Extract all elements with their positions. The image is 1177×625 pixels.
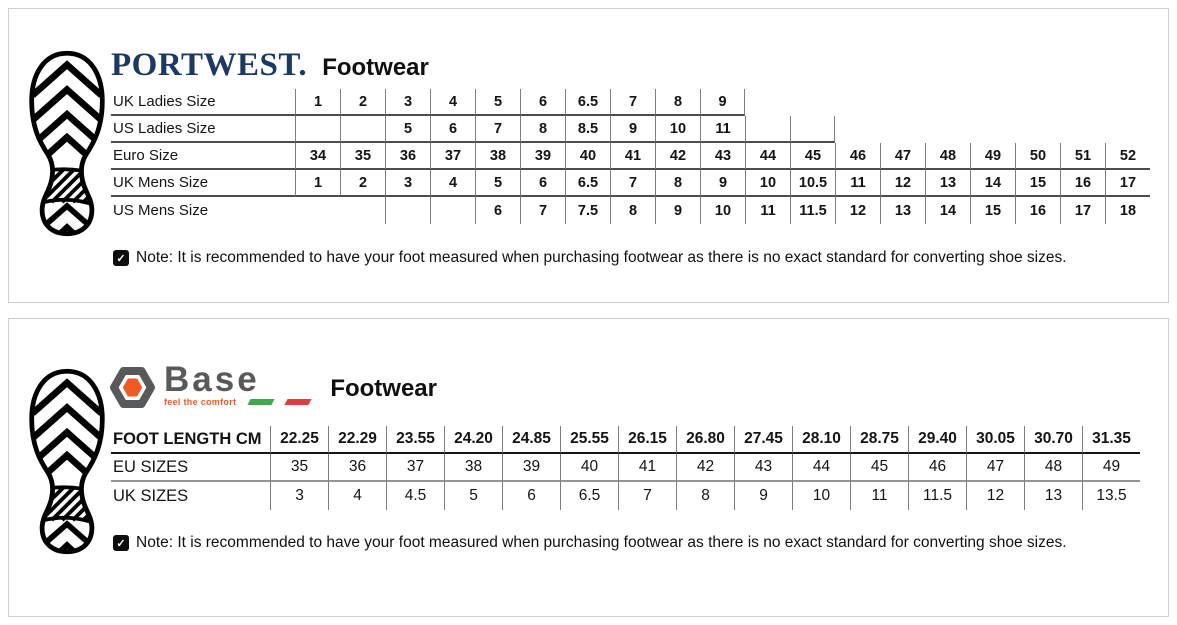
size-cell: 6.5 [565,170,610,197]
empty-cell [1105,89,1150,116]
size-cell: 3 [385,89,430,116]
size-cell: 3 [270,482,328,510]
size-cell [385,197,430,224]
size-cell [430,197,475,224]
size-cell: 10 [792,482,850,510]
size-cell: 51 [1060,143,1105,170]
product-title: Footwear [322,54,429,81]
row-label: UK SIZES [113,486,189,505]
size-cell: 23.55 [386,426,444,454]
size-cell: 29.40 [908,426,966,454]
size-cell: 11.5 [790,197,835,224]
row-label: FOOT LENGTH CM [111,426,270,454]
size-cell: 17 [1105,170,1150,197]
empty-cell [745,89,790,116]
size-cell: 8 [610,197,655,224]
empty-cell [295,197,340,224]
row-label: US Mens Size [113,202,209,219]
size-cell: 1 [295,170,340,197]
size-cell: 49 [1082,454,1140,482]
empty-cell [1015,116,1060,143]
size-cell: 2 [340,89,385,116]
size-cell: 16 [1015,197,1060,224]
size-cell: 5 [385,116,430,143]
size-cell: 27.45 [734,426,792,454]
size-cell: 36 [328,454,386,482]
size-cell: 40 [565,143,610,170]
size-cell: 9 [655,197,700,224]
table-row [111,170,1150,197]
size-cell: 22.29 [328,426,386,454]
size-cell: 46 [908,454,966,482]
base-tagline-row [164,397,310,407]
size-cell: 5 [444,482,502,510]
row-label: US Ladies Size [111,116,295,143]
table-row [111,143,1150,170]
size-cell: 42 [676,454,734,482]
size-cell: 45 [850,454,908,482]
size-cell: 28.10 [792,426,850,454]
table-row [111,89,1150,116]
size-cell: 11 [835,170,880,197]
size-cell: 9 [734,482,792,510]
size-cell: 4 [430,89,475,116]
red-flag-stripe [285,399,312,405]
size-cell: 31.35 [1082,426,1140,454]
product-title: Footwear [330,375,437,402]
portwest-panel [8,8,1169,303]
size-cell: 48 [925,143,970,170]
size-cell: 13 [1024,482,1082,510]
size-cell: 10 [655,116,700,143]
size-cell: 17 [1060,197,1105,224]
empty-cell [835,89,880,116]
size-cell: 44 [745,143,790,170]
size-cell: 26.80 [676,426,734,454]
table-row [111,426,1140,454]
size-cell: 8 [676,482,734,510]
table-row [111,454,1140,482]
row-label: Euro Size [111,143,295,170]
size-cell: 8 [520,116,565,143]
size-cell: 14 [925,197,970,224]
empty-cell [790,89,835,116]
size-cell [295,116,340,143]
size-cell: 40 [560,454,618,482]
size-cell: 22.25 [270,426,328,454]
empty-cell [970,89,1015,116]
size-cell: 7.5 [565,197,610,224]
size-cell: 4 [430,170,475,197]
size-cell: 8 [655,89,700,116]
size-cell: 15 [970,197,1015,224]
portwest-logo: PORTWEST. [111,47,308,83]
size-cell: 50 [1015,143,1060,170]
empty-cell [925,89,970,116]
size-cell: 35 [270,454,328,482]
table-row [111,482,1140,510]
size-cell: 34 [295,143,340,170]
size-cell: 47 [966,454,1024,482]
size-cell: 43 [700,143,745,170]
size-cell: 6 [502,482,560,510]
row-label: EU SIZES [111,454,270,482]
size-cell [790,116,835,143]
size-cell: 13.5 [1082,482,1140,510]
size-cell: 11 [700,116,745,143]
size-cell: 49 [970,143,1015,170]
base-wordmark-block [164,360,310,408]
size-cell: 47 [880,143,925,170]
size-cell: 44 [792,454,850,482]
table-row [111,116,1150,143]
size-cell: 41 [618,454,676,482]
size-cell: 9 [700,89,745,116]
size-cell: 39 [502,454,560,482]
size-cell: 35 [340,143,385,170]
size-cell: 14 [970,170,1015,197]
base-brand-row [109,360,437,412]
size-cell: 7 [475,116,520,143]
size-cell: 30.05 [966,426,1024,454]
size-cell: 10.5 [790,170,835,197]
size-cell: 4.5 [386,482,444,510]
empty-cell [1060,116,1105,143]
size-cell: 3 [385,170,430,197]
size-cell: 28.75 [850,426,908,454]
row-label: UK Ladies Size [111,89,295,116]
size-cell: 9 [700,170,745,197]
size-cell: 13 [925,170,970,197]
sole-print-icon [25,45,109,242]
size-cell: 6 [475,197,520,224]
size-cell: 6 [430,116,475,143]
size-cell: 16 [1060,170,1105,197]
size-cell: 11.5 [908,482,966,510]
size-cell: 6.5 [565,89,610,116]
size-cell: 6 [520,89,565,116]
size-cell: 12 [966,482,1024,510]
size-cell: 24.20 [444,426,502,454]
base-size-table [111,426,1140,510]
size-cell: 24.85 [502,426,560,454]
size-cell: 5 [475,89,520,116]
note [113,534,1067,552]
size-cell: 48 [1024,454,1082,482]
empty-cell [970,116,1015,143]
size-cell: 6 [520,170,565,197]
size-cell: 6.5 [560,482,618,510]
size-cell: 5 [475,170,520,197]
row-label: UK Mens Size [111,170,295,197]
size-cell: 7 [520,197,565,224]
size-cell: 39 [520,143,565,170]
size-cell: 18 [1105,197,1150,224]
base-logo-text: Base [164,360,260,399]
size-cell: 7 [610,170,655,197]
empty-cell [1015,89,1060,116]
empty-cell [880,89,925,116]
size-cell: 13 [880,197,925,224]
size-cell: 37 [386,454,444,482]
empty-cell [835,116,880,143]
size-cell: 38 [475,143,520,170]
empty-cell [925,116,970,143]
size-cell: 12 [880,170,925,197]
check-note-icon: ✓ [113,535,129,551]
size-cell: 1 [295,89,340,116]
size-cell: 52 [1105,143,1150,170]
size-cell: 15 [1015,170,1060,197]
sole-print-icon [25,363,109,560]
size-cell: 10 [700,197,745,224]
empty-cell [1105,116,1150,143]
size-cell: 8.5 [565,116,610,143]
check-note-icon: ✓ [113,250,129,266]
note-text: Note: It is recommended to have your foot measured when purchasing footwear as there is no exact standard for converting shoe sizes. [136,534,1067,551]
size-cell: 41 [610,143,655,170]
size-cell: 43 [734,454,792,482]
note [113,249,1067,267]
size-cell [745,116,790,143]
size-cell: 36 [385,143,430,170]
size-cell: 12 [835,197,880,224]
size-cell: 2 [340,170,385,197]
size-cell: 30.70 [1024,426,1082,454]
size-cell: 37 [430,143,475,170]
size-cell: 42 [655,143,700,170]
size-cell: 7 [618,482,676,510]
portwest-size-table [111,89,1150,224]
size-cell: 45 [790,143,835,170]
size-cell: 7 [610,89,655,116]
size-cell: 9 [610,116,655,143]
note-text: Note: It is recommended to have your foot measured when purchasing footwear as there is no exact standard for converting shoe sizes. [136,249,1067,266]
size-cell: 46 [835,143,880,170]
base-logo-icon [109,363,156,412]
green-flag-stripe [248,399,275,405]
base-panel [8,318,1169,617]
size-cell: 38 [444,454,502,482]
size-cell: 10 [745,170,790,197]
table-row [111,197,1150,224]
size-cell: 26.15 [618,426,676,454]
portwest-brand-row [111,47,429,84]
empty-cell [880,116,925,143]
size-cell: 8 [655,170,700,197]
size-cell: 4 [328,482,386,510]
empty-cell [1060,89,1105,116]
size-cell [340,116,385,143]
size-cell: 11 [745,197,790,224]
empty-cell [340,197,385,224]
size-cell: 11 [850,482,908,510]
base-tagline: feel the comfort [164,397,237,408]
size-cell: 25.55 [560,426,618,454]
